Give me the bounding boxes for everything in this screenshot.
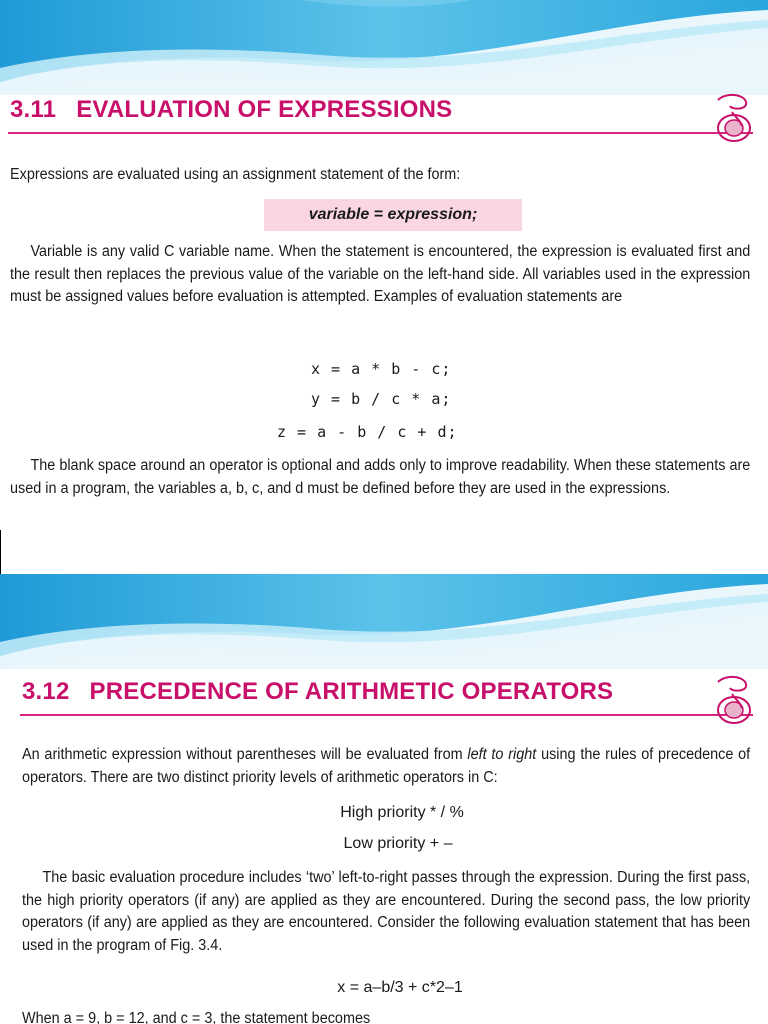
section-title-text: EVALUATION OF EXPRESSIONS bbox=[76, 96, 453, 123]
intro-text-italic: left to right bbox=[467, 746, 537, 763]
intro-text: Expressions are evaluated using an assignment statement of the form: bbox=[10, 166, 461, 183]
swirl-icon bbox=[712, 90, 756, 146]
section-title-text: PRECEDENCE OF ARITHMETIC OPERATORS bbox=[89, 678, 614, 705]
wave-banner bbox=[0, 0, 768, 95]
section-title bbox=[10, 96, 452, 124]
section-number: 3.12 bbox=[22, 678, 70, 705]
paragraph-blank-space: The blank space around an operator is optional and adds only to improve readability. When these statements are used in a program, the variables a, b, c, and d must be defined before they are used in the expressions. bbox=[10, 457, 751, 497]
slide-precedence-of-operators bbox=[0, 574, 768, 1024]
paragraph-arithmetic-expression bbox=[22, 744, 750, 789]
title-underline bbox=[20, 714, 753, 716]
intro-text-end: using the rules of precedence of operators. There are two distinct priority levels of arithmetic operators in C: bbox=[22, 746, 751, 786]
low-priority-line: Low priority + – bbox=[343, 835, 453, 852]
paragraph-evaluation-procedure: The basic evaluation procedure includes ‘two’ left-to-right passes through the expression. During the first pass, the high priority operators (if any) are applied as they are encountered. During the second pass, the low priority operators (if any) are applied as they are encountered. Consider the following evaluation statement that has been used in the program of Fig. 3.4. bbox=[22, 869, 751, 954]
assignment-formula: variable = expression; bbox=[264, 199, 522, 231]
partial-next-line: When a = 9, b = 12, and c = 3, the statement becomes bbox=[22, 1010, 371, 1024]
high-priority-line: High priority * / % bbox=[340, 804, 464, 821]
code-line-3: z = a - b / c + d; bbox=[277, 423, 458, 441]
intro-text-start: An arithmetic expression without parentheses will be evaluated from bbox=[22, 746, 468, 763]
code-line-1: x = a * b - c; bbox=[311, 360, 452, 378]
wave-banner bbox=[0, 574, 768, 669]
section-title bbox=[22, 678, 613, 706]
section-number: 3.11 bbox=[10, 96, 57, 123]
code-line-2: y = b / c * a; bbox=[311, 390, 452, 408]
title-underline bbox=[8, 132, 753, 134]
swirl-icon bbox=[712, 672, 756, 728]
paragraph-variable: Variable is any valid C variable name. When the statement is encountered, the expression is evaluated first and the result then replaces the previous value of the variable on the left-hand side. All variables used in the expression must be assigned values before evaluation is attempted. Examples of evaluation statements are bbox=[10, 243, 751, 305]
equation-line: x = a–b/3 + c*2–1 bbox=[337, 979, 463, 996]
left-edge-line bbox=[0, 530, 1, 574]
